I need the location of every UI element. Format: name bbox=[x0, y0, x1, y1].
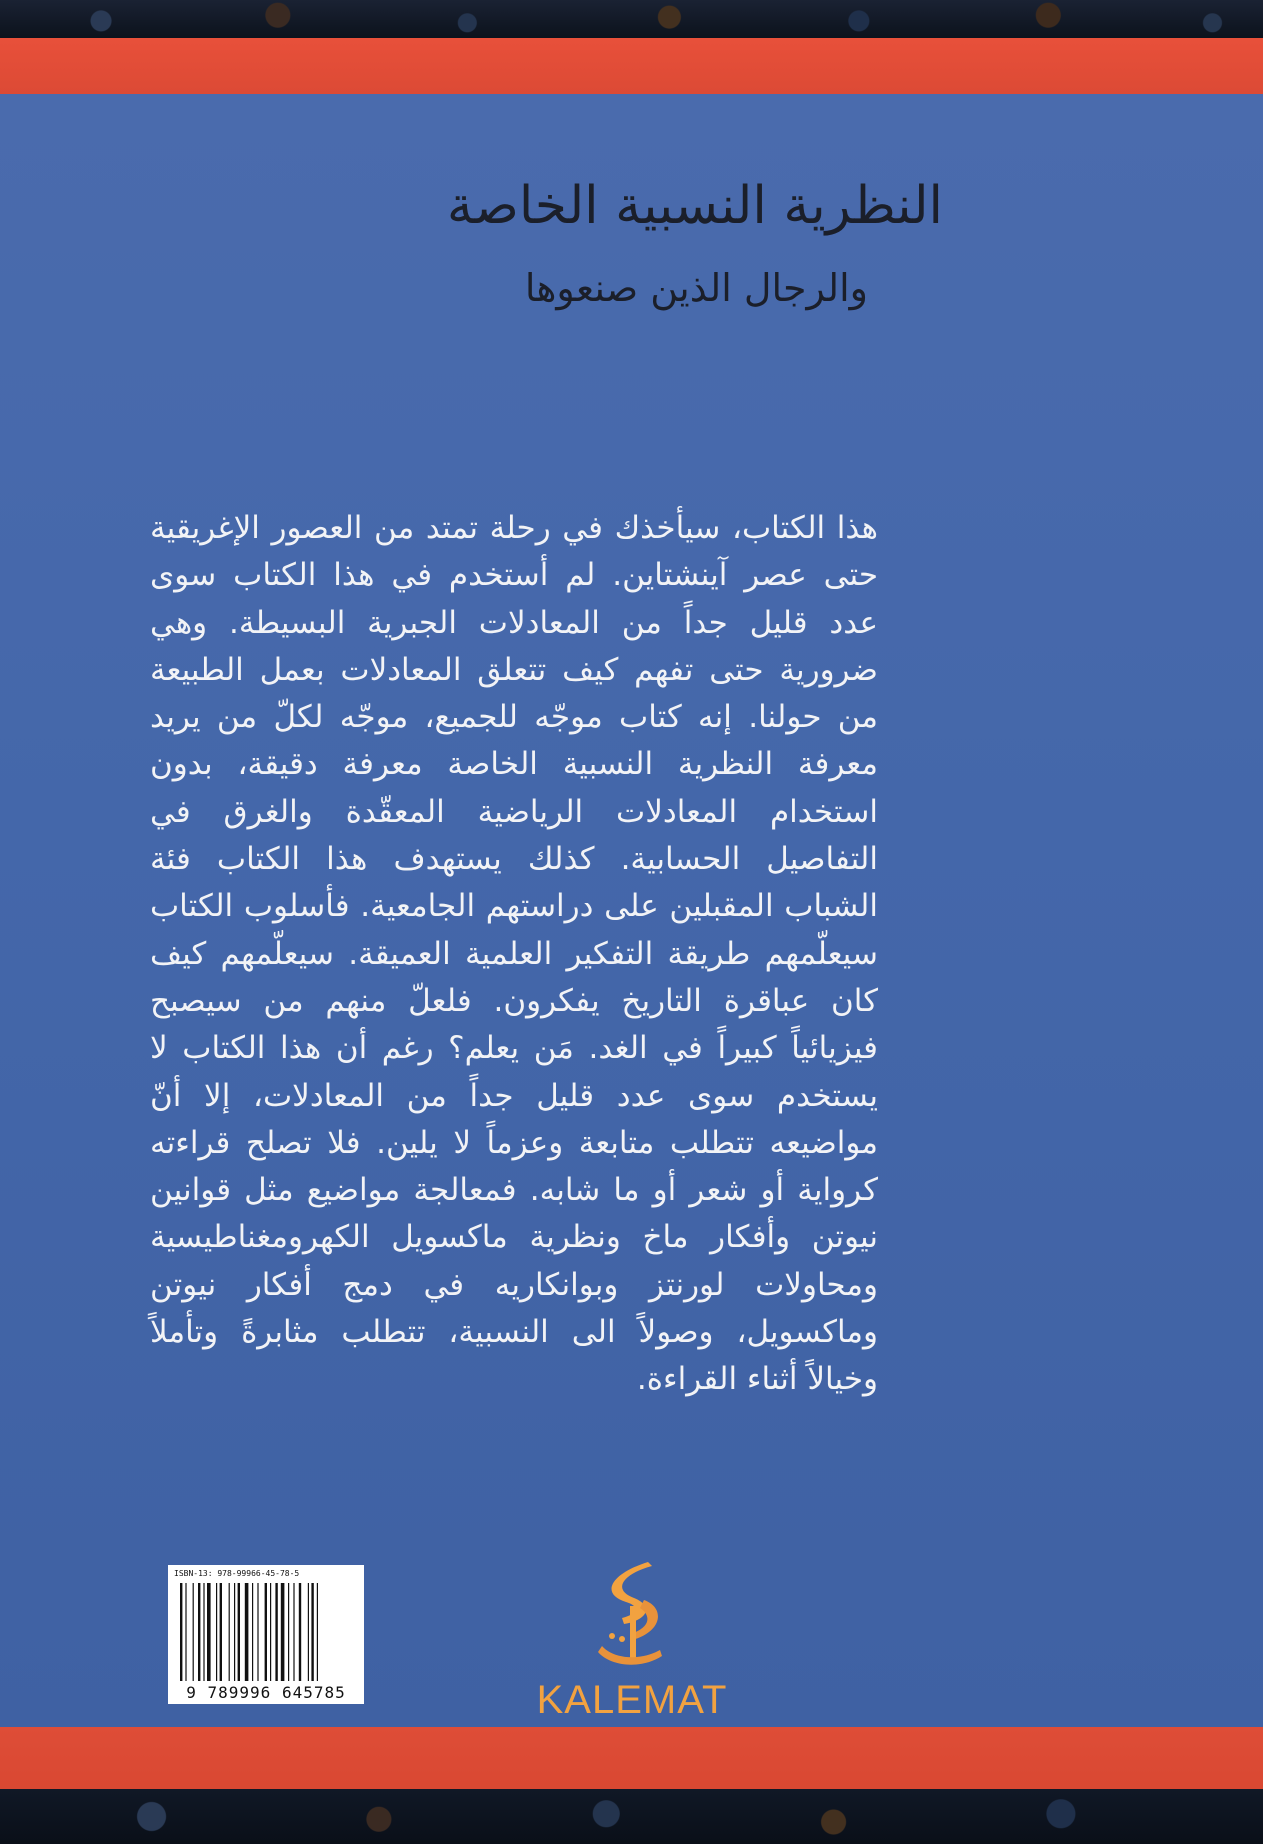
book-title: النظرية النسبية الخاصة bbox=[446, 176, 943, 236]
barcode-digits: 9 789996 645785 bbox=[186, 1683, 346, 1702]
bottom-red-band bbox=[0, 1727, 1263, 1789]
isbn-label: ISBN-13: 978-99966-45-78-5 bbox=[174, 1569, 300, 1578]
publisher-logo bbox=[532, 1560, 732, 1720]
publisher-name: KALEMAT bbox=[536, 1678, 728, 1722]
barcode-icon bbox=[178, 1583, 354, 1681]
kalemat-calligraphy-icon bbox=[582, 1560, 682, 1670]
isbn-barcode bbox=[168, 1565, 364, 1704]
top-red-band bbox=[0, 38, 1263, 94]
bottom-texture-strip bbox=[0, 1789, 1263, 1844]
blurb-paragraph: هذا الكتاب، سيأخذك في رحلة تمتد من العصور الإغريقية حتى عصر آينشتاين. لم أستخدم في هذا الكتاب سوى عدد قليل جداً من المعادلات الجبرية البسيطة. وهي ضرورية حتى تفهم كيف تتعلق المعادلات بعمل الطبيعة من حولنا. إنه كتاب موجّه للجميع، موجّه لكلّ من يريد معرفة النظرية النسبية الخاصة معرفة دقيقة، بدون استخدام المعادلات الرياضية المعقّدة والغرق في التفاصيل الحسابية. كذلك يستهدف هذا الكتاب فئة الشباب المقبلين على دراستهم الجامعية. فأسلوب الكتاب سيعلّمهم طريقة التفكير العلمية العميقة. سيعلّمهم كيف كان عباقرة التاريخ يفكرون. فلعلّ منهم من سيصبح فيزيائياً كبيراً في الغد. مَن يعلم؟ رغم أن هذا الكتاب لا يستخدم سوى عدد قليل جداً من المعادلات، إلا أنّ مواضيعه تتطلب متابعة وعزماً لا يلين. فلا تصلح قراءته كرواية أو شعر أو ما شابه. فمعالجة مواضيع مثل قوانين نيوتن وأفكار ماخ ونظرية ماكسويل الكهرومغناطيسية ومحاولات لورنتز وبوانكاريه في دمج أفكار نيوتن وماكسويل، وصولاً الى النسبية، تتطلب مثابرةً وتأملاً وخيالاً أثناء القراءة. bbox=[150, 510, 878, 1398]
top-texture-strip bbox=[0, 0, 1263, 38]
book-subtitle: والرجال الذين صنعوها bbox=[524, 266, 868, 310]
